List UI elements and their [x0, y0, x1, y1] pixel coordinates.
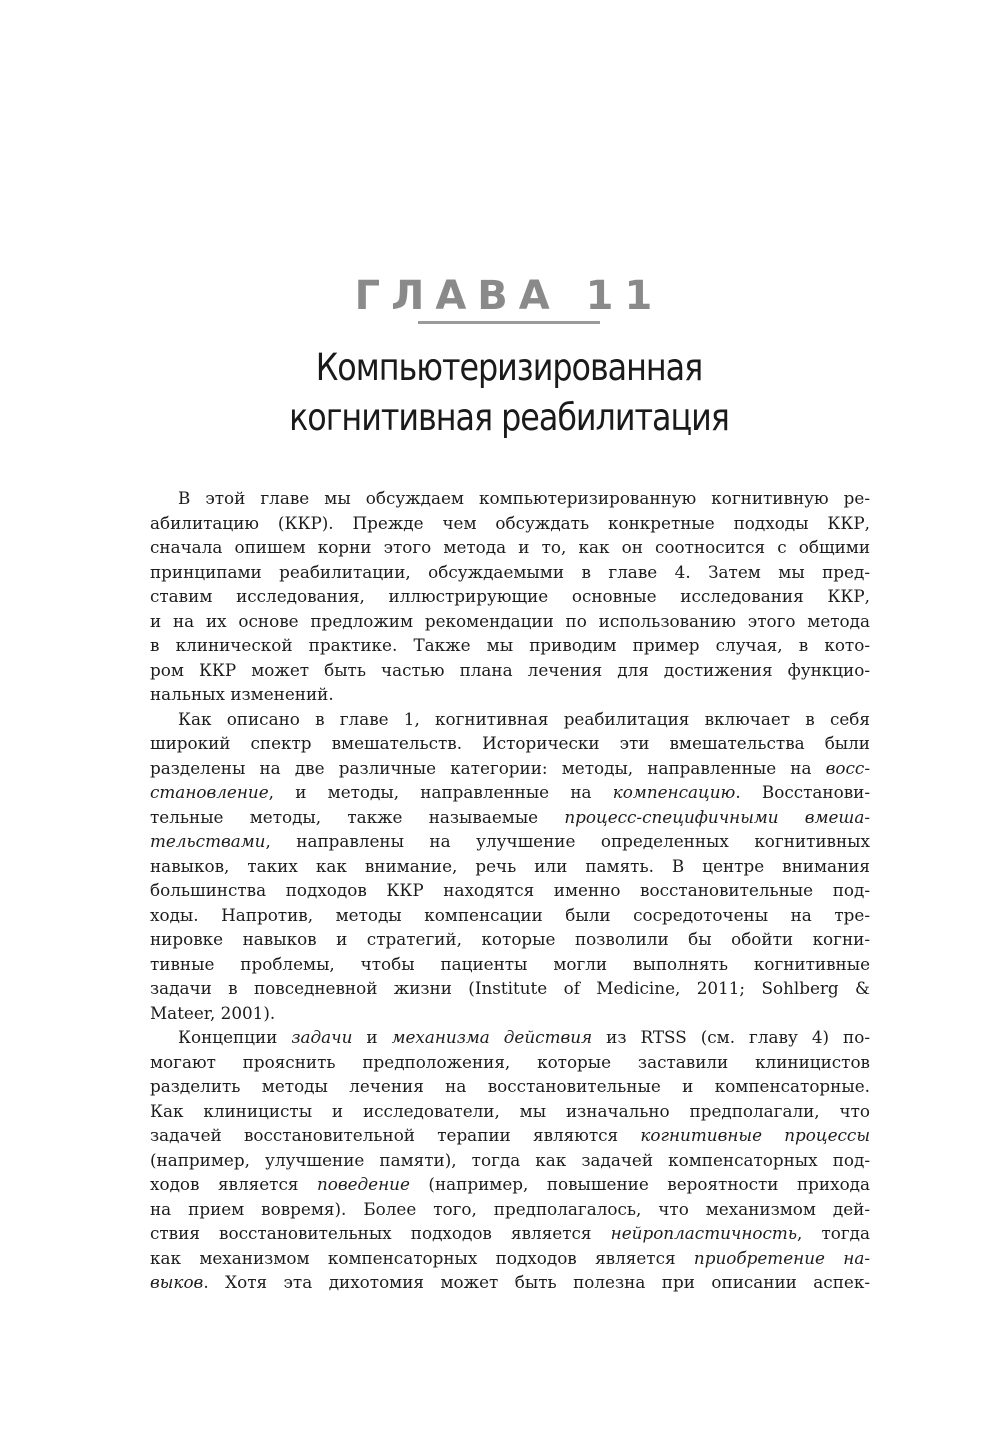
text-line: Mateer, 2001).: [150, 1002, 276, 1023]
paragraph-1: [150, 486, 870, 707]
italic-term: процесс-специфичными вмеша-: [564, 806, 870, 827]
text-line: широкий спектр вмешательств. Исторически эти вмешательства были: [150, 733, 870, 753]
text-line: и на их основе предложим рекомендации по использованию этого метода: [150, 610, 870, 631]
paragraph-3: [150, 1025, 870, 1295]
chapter-title-line-2: когнитивная реабилитация: [289, 396, 729, 439]
text-run: Концепции: [178, 1027, 292, 1047]
text-run: как механизмом компенсаторных подходов является: [150, 1247, 694, 1268]
text-line: [150, 780, 870, 805]
text-line: [150, 1246, 870, 1271]
chapter-label: ГЛАВА 11: [354, 273, 664, 319]
text-line: [150, 805, 870, 830]
italic-term: выков: [150, 1272, 204, 1292]
text-run: задачей восстановительной терапии являются: [150, 1125, 641, 1145]
text-line: Как описано в главе 1, когнитивная реабилитация включает в себя: [178, 708, 870, 729]
text-line: разделить методы лечения на восстановительные и компенсаторные.: [150, 1076, 870, 1096]
italic-term: нейропластичность: [610, 1223, 797, 1243]
text-line: [150, 1270, 870, 1295]
text-run: , тогда: [796, 1223, 870, 1243]
chapter-title-line-1: Компьютеризированная: [315, 346, 703, 389]
text-line: [150, 756, 870, 781]
text-run: ходов является: [150, 1174, 317, 1194]
text-line: задачи в повседневной жизни (Institute of Medicine, 2011; Sohlberg &: [150, 978, 870, 998]
text-line: тивные проблемы, чтобы пациенты могли выполнять когнитивные: [150, 953, 870, 974]
italic-term: компенсацию: [612, 782, 736, 802]
text-line: абилитацию (ККР). Прежде чем обсуждать конкретные подходы ККР,: [150, 512, 870, 533]
italic-term: приобретение на-: [693, 1247, 871, 1268]
text-run: из RTSS (см. главу 4) по-: [592, 1027, 871, 1047]
italic-term: задачи: [291, 1027, 353, 1047]
body-text: [150, 486, 870, 1295]
text-line: могают прояснить предположения, которые заставили клиницистов: [150, 1051, 870, 1072]
text-line: на прием вовремя). Более того, предполагалось, что механизмом дей-: [150, 1198, 870, 1219]
text-run: . Хотя эта дихотомия может быть полезна при описании аспек-: [203, 1272, 870, 1292]
text-line: сначала опишем корни этого метода и то, как он соотносится с общими: [150, 537, 870, 557]
text-line: [150, 829, 870, 854]
text-run: , направлены на улучшение определенных когнитивных: [265, 831, 870, 851]
italic-term: становление: [150, 782, 269, 802]
text-line: [150, 1025, 870, 1050]
paragraph-2: [150, 707, 870, 1026]
text-line: нальных изменений.: [150, 684, 334, 704]
italic-term: поведение: [316, 1174, 410, 1194]
text-line: [150, 1123, 870, 1148]
text-run: и: [352, 1027, 392, 1047]
text-run: , и методы, направленные на: [268, 782, 613, 802]
text-line: В этой главе мы обсуждаем компьютеризированную когнитивную ре-: [178, 488, 870, 508]
chapter-underline: [418, 321, 600, 324]
text-run: (например, повышение вероятности прихода: [409, 1174, 871, 1194]
text-line: навыков, таких как внимание, речь или память. В центре внимания: [150, 855, 870, 876]
italic-term: механизма действия: [391, 1027, 593, 1047]
text-line: [150, 1221, 870, 1246]
text-line: в клинической практике. Также мы приводим пример случая, в кото-: [150, 635, 870, 655]
text-line: принципами реабилитации, обсуждаемыми в главе 4. Затем мы пред-: [150, 561, 870, 582]
text-line: большинства подходов ККР находятся именно восстановительные под-: [150, 880, 870, 900]
text-run: ствия восстановительных подходов является: [150, 1223, 611, 1243]
text-line: (например, улучшение памяти), тогда как задачей компенсаторных под-: [150, 1149, 870, 1170]
text-run: . Восстанови-: [735, 782, 870, 802]
text-line: ходы. Напротив, методы компенсации были сосредоточены на тре-: [150, 904, 870, 925]
italic-term: восс-: [825, 757, 870, 778]
italic-term: когнитивные процессы: [640, 1125, 870, 1145]
text-run: разделены на две различные категории: методы, направленные на: [150, 757, 826, 778]
text-line: Как клиницисты и исследователи, мы изначально предполагали, что: [150, 1100, 870, 1121]
text-line: [150, 1172, 870, 1197]
italic-term: тельствами: [150, 831, 266, 851]
text-line: ставим исследования, иллюстрирующие основные исследования ККР,: [150, 586, 870, 606]
chapter-title: [71, 343, 946, 443]
text-line: ром ККР может быть частью плана лечения для достижения функцио-: [150, 659, 870, 680]
text-run: тельные методы, также называемые: [150, 806, 565, 827]
text-line: нировке навыков и стратегий, которые позволили бы обойти когни-: [150, 929, 870, 949]
